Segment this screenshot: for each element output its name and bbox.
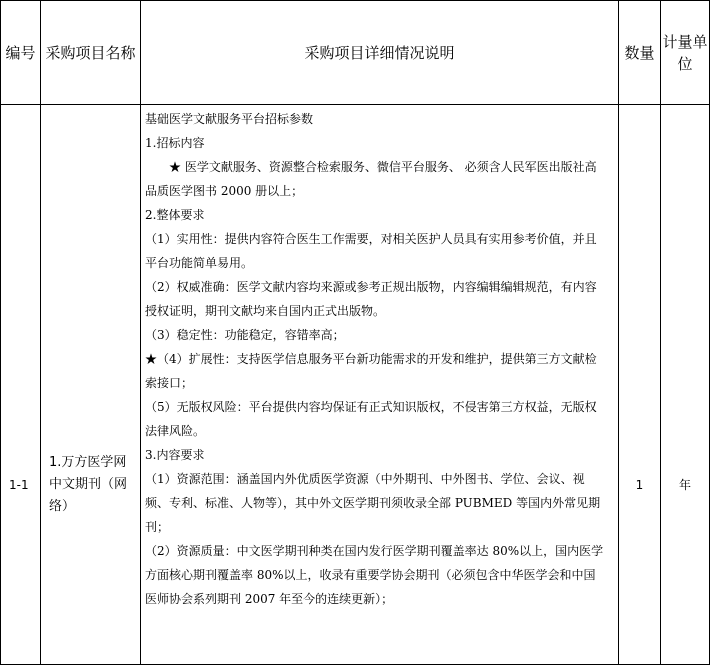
row-unit: 年 [661,105,710,665]
header-name: 采购项目名称 [41,1,141,105]
detail-line: 1.招标内容 [145,136,205,150]
detail-line: （5）无版权风险：平台提供内容均保证有正式知识版权，不侵害第三方权益，无版权法律风险。 [145,400,597,438]
detail-line: （2）资源质量：中文医学期刊种类在国内发行医学期刊覆盖率达 80%以上，国内医学方面核心期刊覆盖率 80%以上，收录有重要学协会期刊（必须包含中华医学会和中国医师协会系列期刊 2007 年至今的连续更新）； [145,544,604,606]
header-number: 编号 [1,1,41,105]
detail-line: 基础医学文献服务平台招标参数 [145,112,314,126]
row-number: 1-1 [1,105,41,665]
header-detail: 采购项目详细情况说明 [141,1,619,105]
detail-line: （2）权威准确：医学文献内容均来源或参考正规出版物，内容编辑编辑规范，有内容授权证明，期刊文献均来自国内正式出版物。 [145,280,597,318]
detail-line: ★ 医学文献服务、资源整合检索服务、微信平台服务、 必须含人民军医出版社高品质医学图书 2000 册以上； [145,160,597,198]
detail-line: （1）实用性：提供内容符合医生工作需要，对相关医护人员具有实用参考价值，并且平台功能简单易用。 [145,232,597,270]
row-quantity: 1 [619,105,661,665]
row-detail [141,105,619,665]
detail-line: （3）稳定性：功能稳定，容错率高； [145,328,345,342]
detail-line: 2.整体要求 [145,208,205,222]
detail-line: （1）资源范围：涵盖国内外优质医学资源（中外期刊、中外图书、学位、会议、视频、专利、标准、人物等），其中外文医学期刊须收录全部 PUBMED 等国内外常见期刊； [145,472,601,534]
header-row [1,1,710,105]
table-row [1,105,710,665]
detail-line: ★（4）扩展性：支持医学信息服务平台新功能需求的开发和维护，提供第三方文献检索接口； [145,352,597,390]
row-name: 1.万方医学网中文期刊（网络） [41,105,141,665]
detail-line: 3.内容要求 [145,448,205,462]
header-quantity: 数量 [619,1,661,105]
header-unit: 计量单位 [661,1,710,105]
